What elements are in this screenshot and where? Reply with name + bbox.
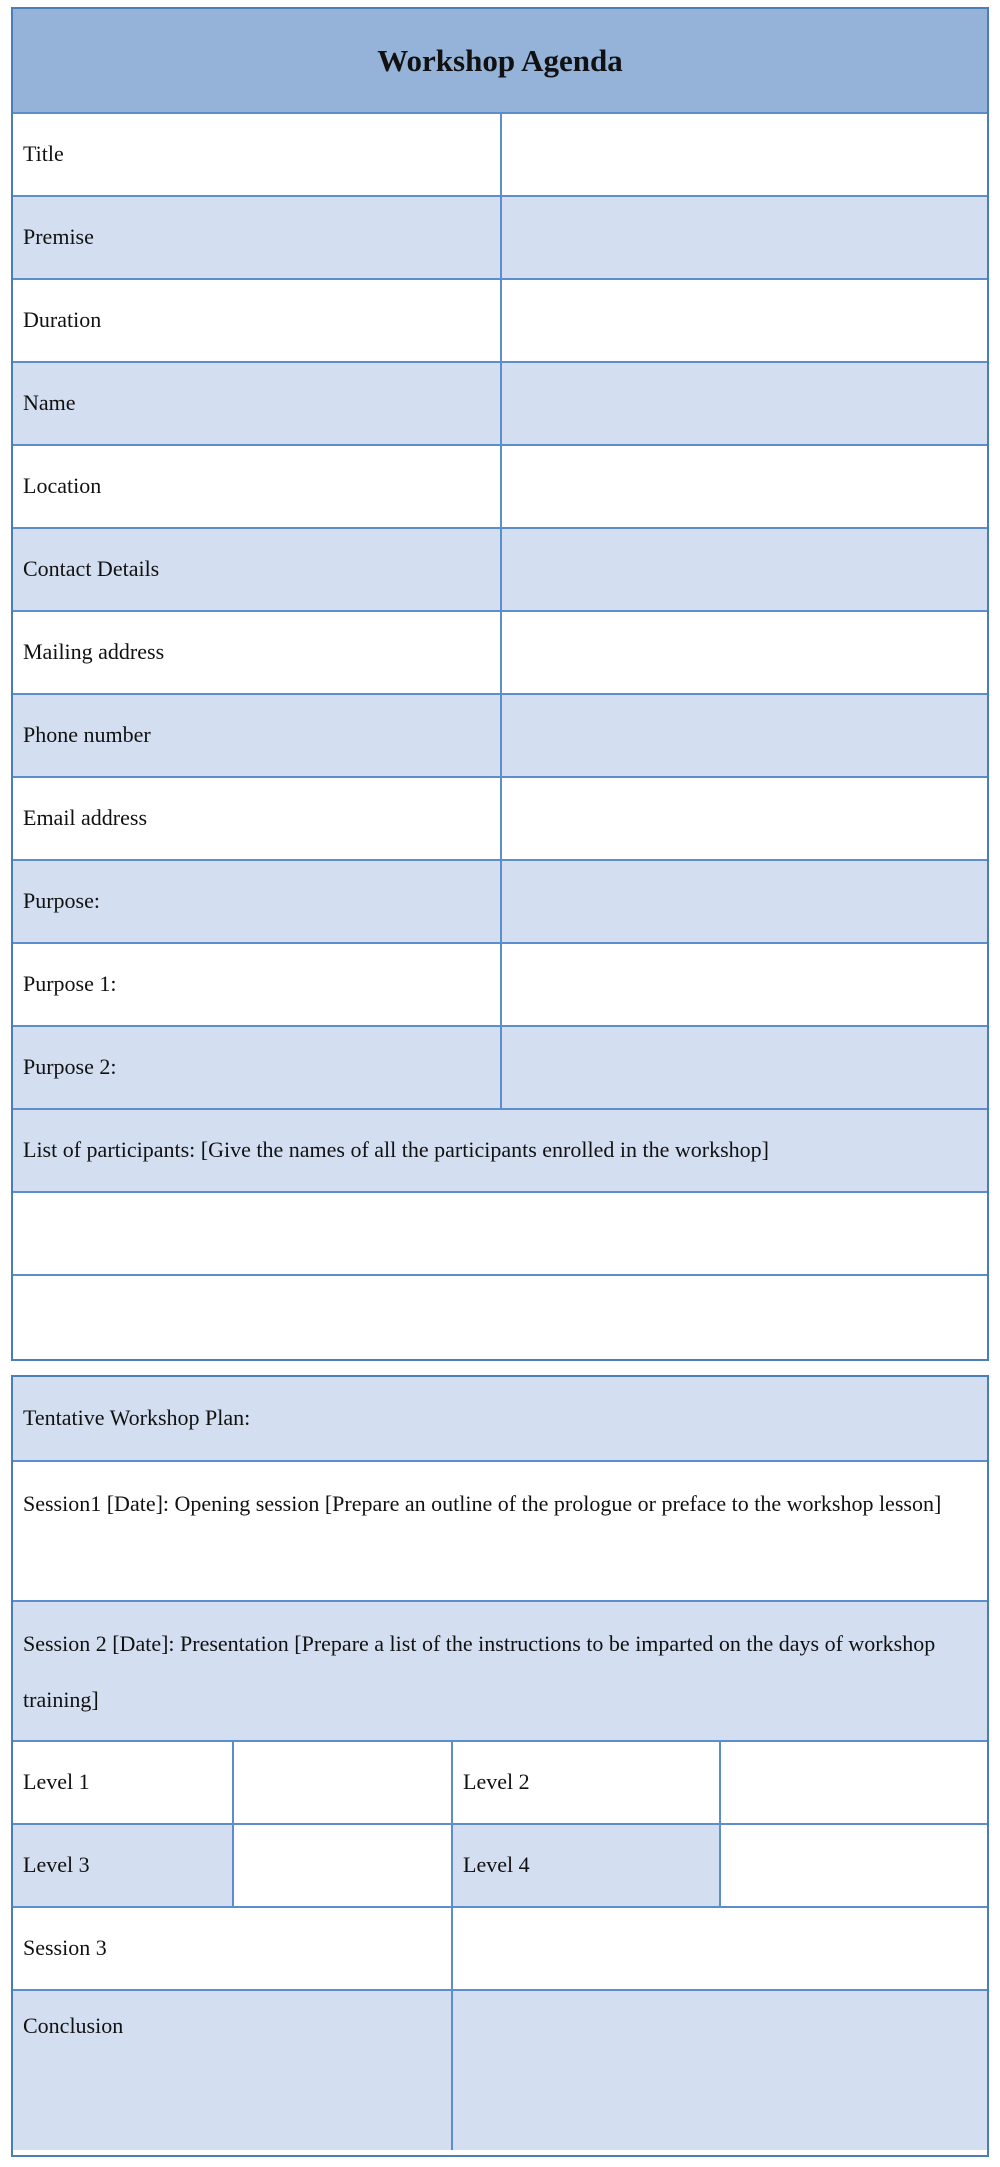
workshop-plan-table (11, 1375, 989, 2157)
participants-label: List of participants: [Give the names of all the participants enrolled in the workshop] (23, 1137, 769, 1163)
field-value-premise[interactable] (500, 197, 987, 278)
field-value-name[interactable] (500, 363, 987, 444)
table-row (13, 195, 987, 278)
session-3-label: Session 3 (23, 1935, 107, 1961)
level-4-value[interactable] (719, 1825, 987, 1906)
levels-row (13, 1740, 987, 1823)
participant-entry[interactable] (13, 1193, 987, 1274)
level-3-value[interactable] (232, 1825, 451, 1906)
conclusion-value[interactable] (451, 1991, 987, 2150)
field-label-purpose-2: Purpose 2: (23, 1054, 117, 1080)
table-row (13, 942, 987, 1025)
table-row (13, 776, 987, 859)
table-row (13, 1025, 987, 1108)
conclusion-label: Conclusion (23, 2013, 124, 2038)
participants-row (13, 1108, 987, 1191)
page-title: Workshop Agenda (13, 9, 987, 112)
field-label-location: Location (23, 473, 102, 499)
field-value-purpose-2[interactable] (500, 1027, 987, 1108)
level-2-label: Level 2 (451, 1742, 719, 1823)
field-value-location[interactable] (500, 446, 987, 527)
table-row (13, 859, 987, 942)
table-row (13, 444, 987, 527)
field-value-purpose[interactable] (500, 861, 987, 942)
level-2-value[interactable] (719, 1742, 987, 1823)
workshop-details-table (11, 7, 989, 1361)
level-1-value[interactable] (232, 1742, 451, 1823)
field-label-title: Title (23, 141, 64, 167)
session-1-text: Session1 [Date]: Opening session [Prepare an outline of the prologue or preface to the workshop lesson] (23, 1491, 942, 1516)
table-row (13, 693, 987, 776)
field-value-title[interactable] (500, 114, 987, 195)
table-row (13, 610, 987, 693)
table-row (13, 278, 987, 361)
table-row (13, 361, 987, 444)
field-label-mailing-address: Mailing address (23, 639, 165, 665)
table-header-row (13, 9, 987, 112)
plan-heading: Tentative Workshop Plan: (23, 1405, 251, 1431)
level-4-label: Level 4 (451, 1825, 719, 1906)
field-label-contact-details: Contact Details (23, 556, 160, 582)
field-value-contact-details[interactable] (500, 529, 987, 610)
plan-heading-row (13, 1377, 987, 1460)
table-row (13, 527, 987, 610)
field-label-purpose: Purpose: (23, 888, 100, 914)
session-3-row (13, 1906, 987, 1989)
field-label-purpose-1: Purpose 1: (23, 971, 117, 997)
field-label-phone-number: Phone number (23, 722, 151, 748)
participant-entry-row (13, 1191, 987, 1274)
field-value-mailing-address[interactable] (500, 612, 987, 693)
session-3-value[interactable] (451, 1908, 987, 1989)
level-3-label: Level 3 (23, 1852, 90, 1878)
session-2-row (13, 1600, 987, 1740)
field-value-email-address[interactable] (500, 778, 987, 859)
table-row (13, 112, 987, 195)
participant-entry-row (13, 1274, 987, 1357)
field-label-name: Name (23, 390, 76, 416)
conclusion-row (13, 1989, 987, 2150)
participant-entry[interactable] (13, 1276, 987, 1357)
field-label-duration: Duration (23, 307, 102, 333)
field-value-purpose-1[interactable] (500, 944, 987, 1025)
field-label-premise: Premise (23, 224, 94, 250)
field-label-email-address: Email address (23, 805, 148, 831)
levels-row (13, 1823, 987, 1906)
level-1-label: Level 1 (23, 1769, 90, 1795)
field-value-phone-number[interactable] (500, 695, 987, 776)
field-value-duration[interactable] (500, 280, 987, 361)
session-2-text: Session 2 [Date]: Presentation [Prepare a list of the instructions to be imparted on the days of workshop training] (23, 1631, 936, 1712)
session-1-row (13, 1460, 987, 1600)
